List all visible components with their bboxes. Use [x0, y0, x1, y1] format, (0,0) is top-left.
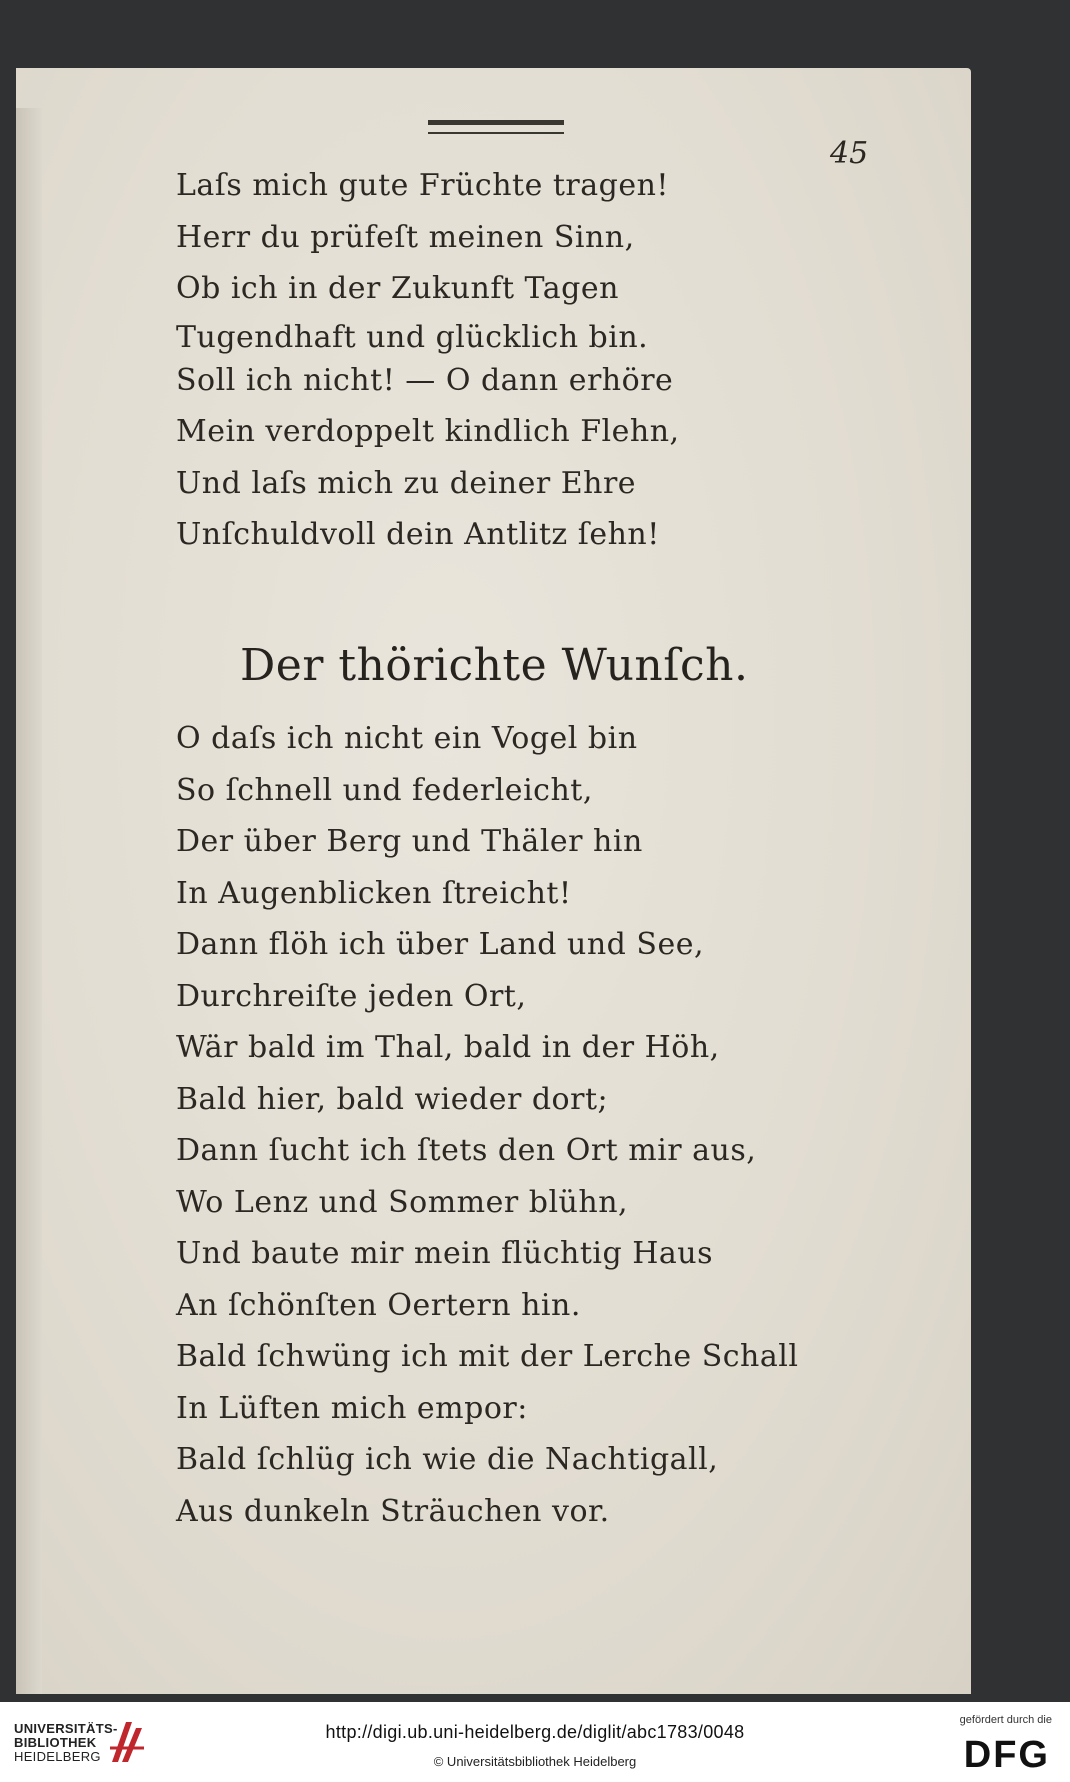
- page-number: 45: [830, 136, 869, 171]
- poem-line: Bald ſchwüng ich mit der Lerche Schall: [176, 1339, 799, 1374]
- poem-line: Und baute mir mein flüchtig Haus: [176, 1236, 713, 1271]
- poem-line: Herr du prüfeſt meinen Sinn,: [176, 219, 635, 255]
- funding-note: gefördert durch die: [959, 1714, 1052, 1726]
- poem-line: Dann ſucht ich ſtets den Ort mir aus,: [176, 1133, 757, 1168]
- ornament-rule: [428, 120, 564, 125]
- page-gutter: [16, 108, 42, 1694]
- poem-line: Tugendhaft und glücklich bin.: [176, 319, 649, 355]
- poem-line: Bald ſchlüg ich wie die Nachtigall,: [176, 1442, 719, 1477]
- poem-line: Mein verdoppelt kindlich Flehn,: [176, 414, 680, 449]
- logo-line: BIBLIOTHEK: [14, 1735, 97, 1750]
- book-page: [16, 68, 971, 1694]
- poem-line: An ſchönſten Oertern hin.: [176, 1287, 581, 1323]
- dfg-logo: DFG: [963, 1734, 1050, 1776]
- ornament-rule-thin: [428, 132, 564, 134]
- viewer-footer: [0, 1702, 1070, 1782]
- poem-stanza-2: [176, 713, 798, 1537]
- poem-line: Durchreiſte jeden Ort,: [176, 978, 527, 1014]
- logo-line: UNIVERSITÄTS-: [14, 1721, 118, 1736]
- poem-line: Und laſs mich zu deiner Ehre: [176, 465, 637, 501]
- poem-line: Der über Berg und Thäler hin: [176, 824, 643, 859]
- poem-line: Dann flöh ich über Land und See,: [176, 927, 704, 962]
- poem-line: Laſs mich gute Früchte tragen!: [176, 168, 669, 203]
- poem-line: Unſchuldvoll dein Antlitz ſehn!: [176, 517, 660, 552]
- poem-line: Wär bald im Thal, bald in der Höh,: [176, 1030, 720, 1065]
- poem-line: Aus dunkeln Sträuchen vor.: [176, 1493, 610, 1529]
- permalink-url[interactable]: http://digi.ub.uni-heidelberg.de/diglit/abc1783/0048: [325, 1722, 745, 1742]
- poem-stanza-1: [176, 160, 680, 561]
- logo-line: HEIDELBERG: [14, 1749, 101, 1764]
- poem-title: Der thörichte Wunſch.: [240, 640, 749, 691]
- poem-line: Soll ich nicht! — O dann erhöre: [176, 362, 674, 398]
- poem-line: Wo Lenz und Sommer blühn,: [176, 1184, 629, 1220]
- poem-line: In Lüften mich empor:: [176, 1390, 528, 1426]
- poem-line: In Augenblicken ſtreicht!: [176, 875, 572, 911]
- poem-line: Ob ich in der Zukunft Tagen: [176, 271, 619, 306]
- poem-line: So ſchnell und federleicht,: [176, 772, 593, 808]
- poem-line: Bald hier, bald wieder dort;: [176, 1081, 609, 1117]
- copyright-notice: © Universitätsbibliothek Heidelberg: [433, 1754, 637, 1769]
- poem-line: O daſs ich nicht ein Vogel bin: [176, 721, 638, 756]
